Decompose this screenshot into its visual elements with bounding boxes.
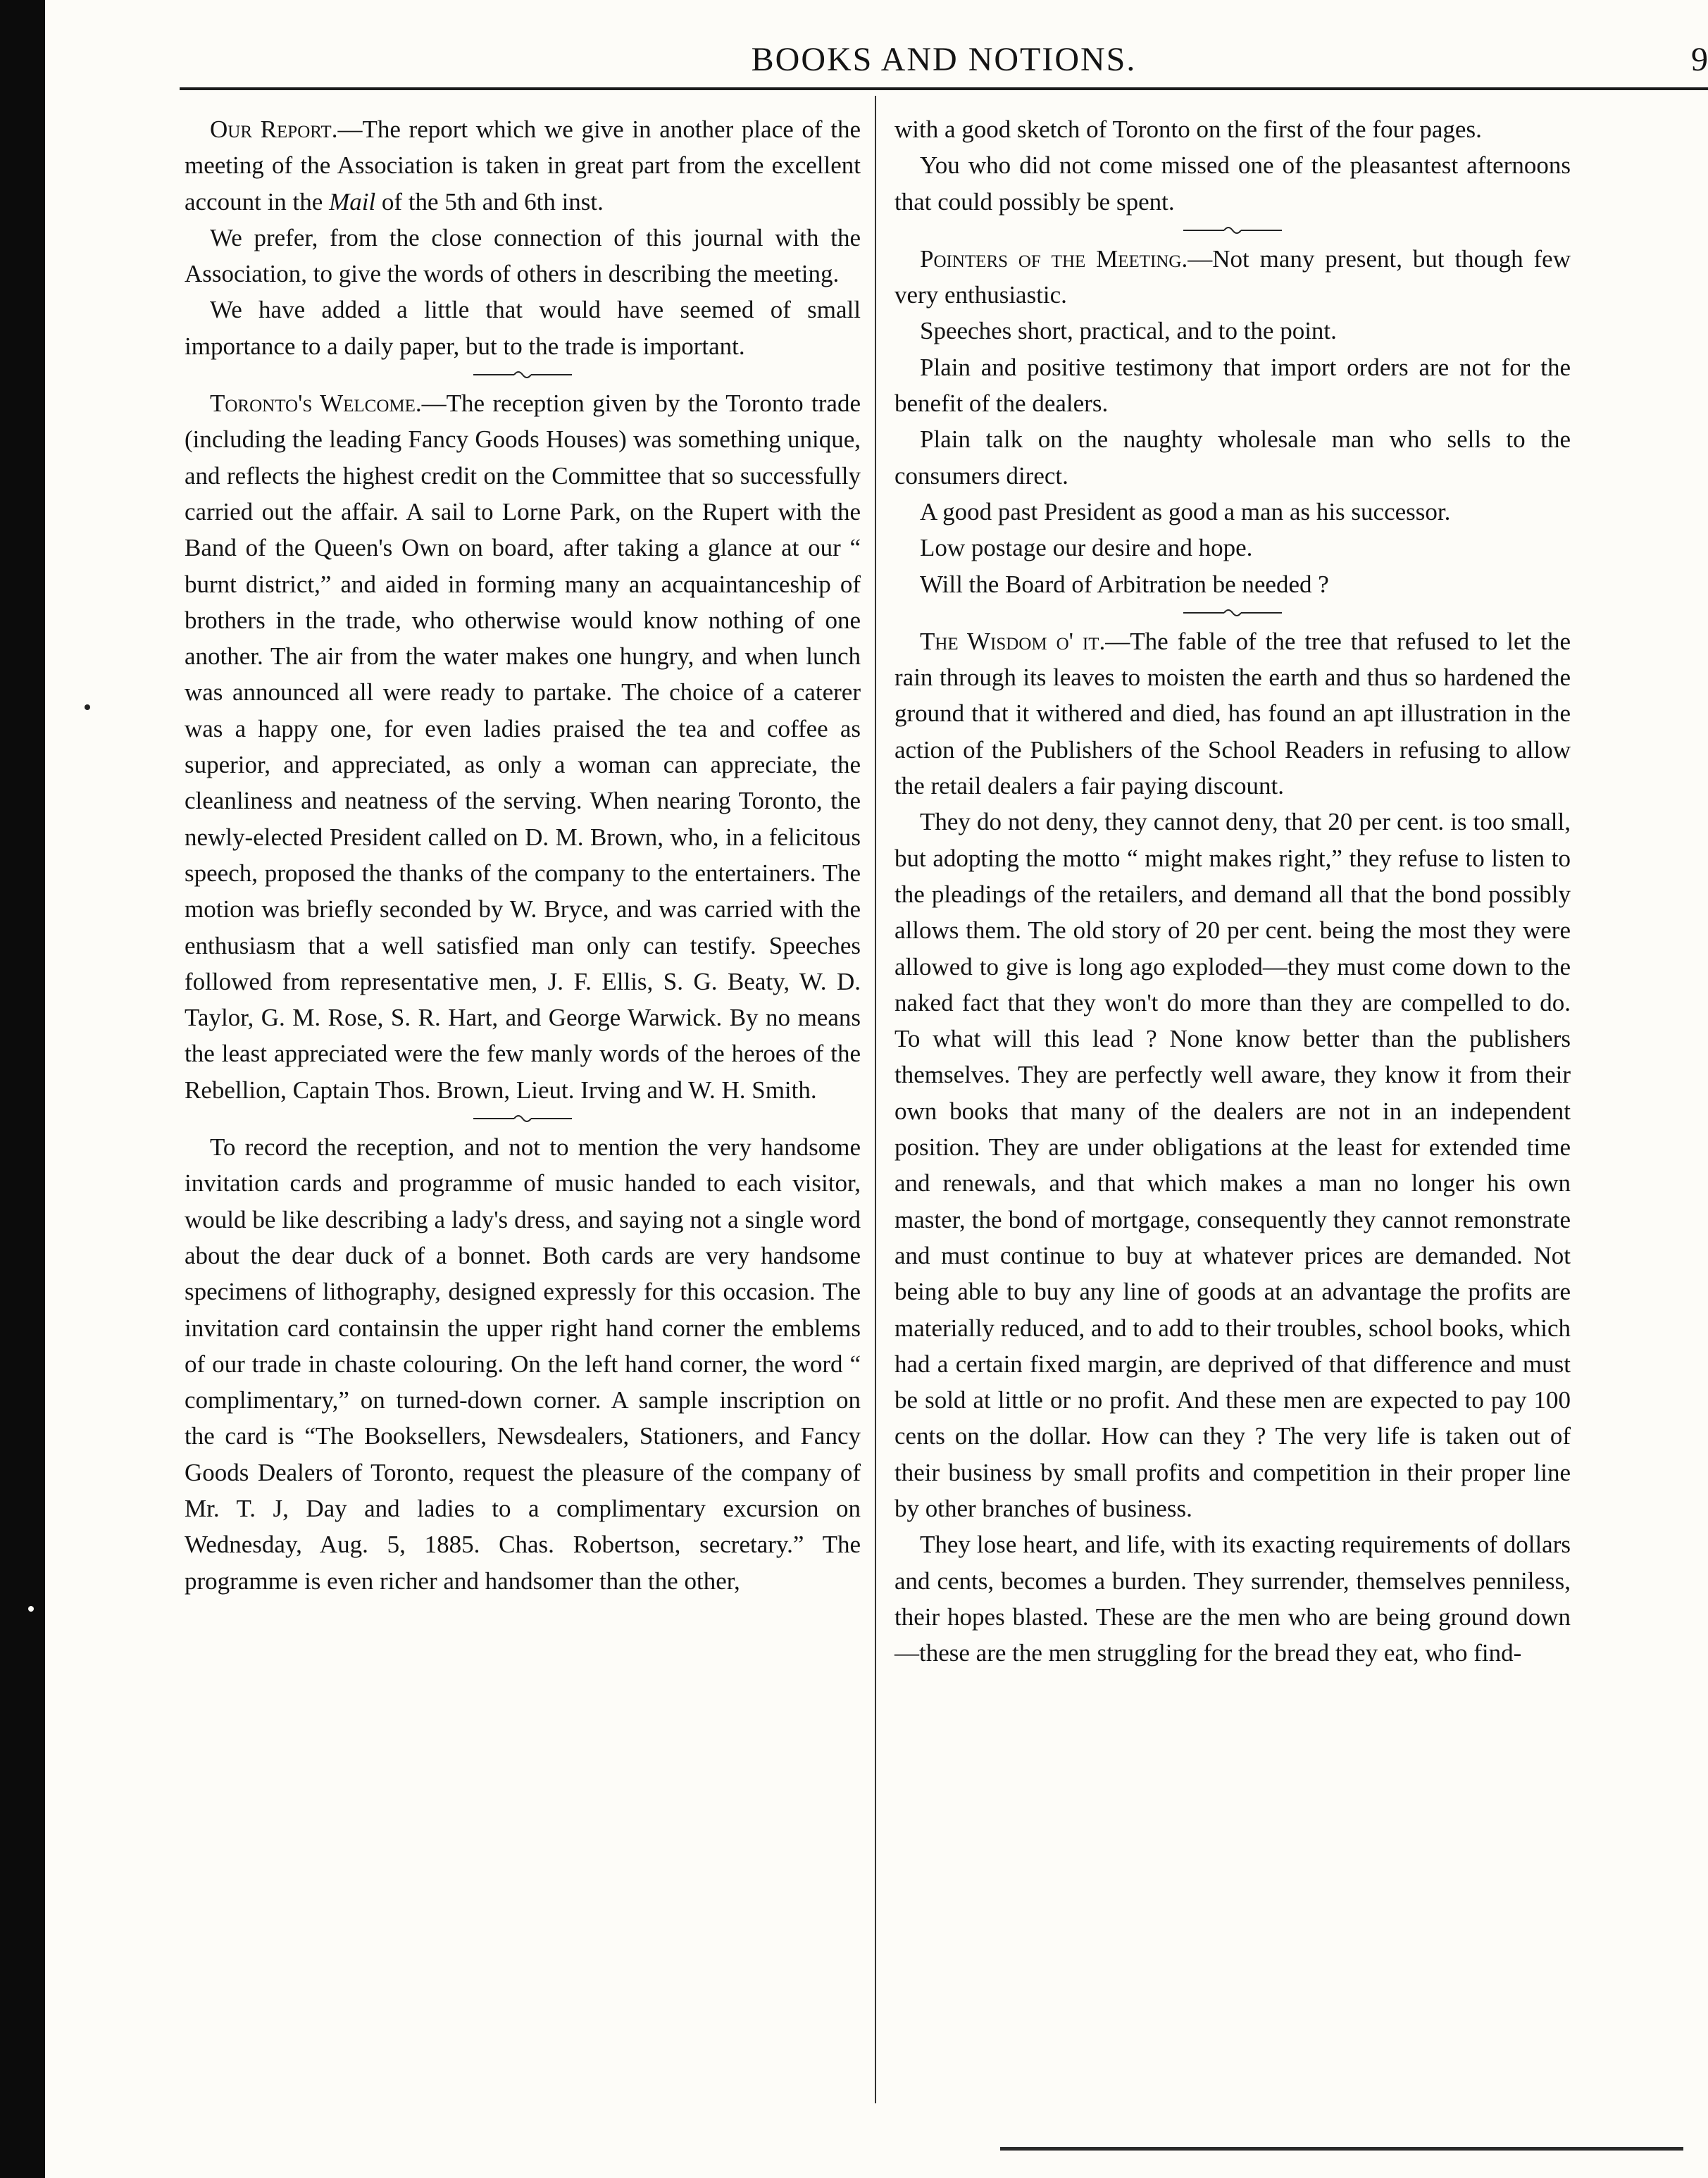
pointer-item: Will the Board of Arbitration be needed ? bbox=[920, 570, 1329, 598]
section-heading: Toronto's Welcome. bbox=[210, 390, 422, 418]
right-column bbox=[894, 111, 1571, 1671]
pointer-item: Low postage our desire and hope. bbox=[920, 534, 1253, 562]
section-heading: Our Report. bbox=[210, 116, 338, 143]
section-separator-ornament bbox=[431, 1108, 614, 1129]
paragraph: We have added a little that would have seemed of small importance to a daily paper, but to the trade is important. bbox=[185, 296, 861, 360]
paragraph: You who did not come missed one of the pleasantest afternoons that could possibly be spent. bbox=[894, 151, 1571, 216]
continued-paragraph: with a good sketch of Toronto on the first of the four pages. bbox=[894, 116, 1482, 143]
paragraph: They do not deny, they cannot deny, that 20 per cent. is too small, but adopting the motto “ might makes right,” they refuse to listen to the pleadings of the retailers, and demand all that the bond possibly allows them. The old story of 20 per cent. being the most they were allowed to give is long ago exploded—they must come down to the naked fact that they won't do more than they are compelled to do. To what will this lead ? None know better than the publishers themselves. They are perfectly well aware, they know it from their own books that many of the dealers are not in an independent position. They are under obligations at the least for extended time and renewals, and that which makes a man no longer his own master, the bond of mortgage, consequently they cannot remonstrate and must continue to buy at whatever prices are demanded. Not being able to buy any line of goods at an advantage the profits are materially reduced, and to add to their troubles, school books, which had a certain fixed margin, are deprived of that difference and must be sold at little or no profit. And these men are expected to pay 100 cents on the dollar. How can they ? The very life is taken out of their business by small profits and competition in their proper line by other branches of business. bbox=[894, 808, 1571, 1522]
newspaper-name: Mail bbox=[329, 187, 376, 216]
pointer-item: A good past President as good a man as his successor. bbox=[920, 497, 1451, 525]
section-separator-ornament bbox=[1141, 220, 1324, 241]
page-number: 9 bbox=[1691, 41, 1708, 78]
header-rule bbox=[180, 87, 1708, 90]
section-heading: Pointers of the Meeting. bbox=[920, 244, 1188, 273]
left-column bbox=[185, 111, 861, 1599]
margin-speck bbox=[85, 704, 90, 710]
our-report-paragraph: Our Report.—The report which we give in another place of the meeting of the Association is taken in great part from the excellent account in the Mail of the 5th and 6th inst. bbox=[185, 116, 861, 216]
section-heading: The Wisdom o' it. bbox=[920, 627, 1106, 655]
wisdom-paragraph: The Wisdom o' it.—The fable of the tree that refused to let the rain through its leaves to moisten the earth and thus so hardened the ground that it withered and died, has found an apt illustration in the action of the Publishers of the School Readers in refusing to allow the retail dealers a fair paying discount. bbox=[894, 627, 1571, 800]
footer-rule bbox=[1000, 2147, 1683, 2151]
section-separator-ornament bbox=[431, 364, 614, 385]
paragraph: We prefer, from the close connection of this journal with the Association, to give the words of others in describing the meeting. bbox=[185, 223, 861, 288]
page-spine-shadow bbox=[0, 0, 45, 2178]
margin-speck bbox=[28, 1606, 34, 1612]
running-title: BOOKS AND NOTIONS. bbox=[751, 41, 1137, 78]
torontos-welcome-paragraph: Toronto's Welcome.—The reception given by the Toronto trade (including the leading Fancy Goods Houses) was something unique, and reflects the highest credit on the Committee that so successfully carried out the affair. A sail to Lorne Park, on the Rupert with the Band of the Queen's Own on board, after taking a glance at our “ burnt district,” and aided in forming many an acquaintanceship of brothers in the trade, who otherwise would know nothing of one another. The air from the water makes one hungry, and when lunch was announced all were ready to partake. The choice of a caterer was a happy one, for even ladies praised the tea and coffee as superior, and appreciated, as only a woman can appreciate, the cleanliness and neatness of the serving. When nearing Toronto, the newly-elected President called on D. M. Brown, who, in a felicitous speech, proposed the thanks of the company to the entertainers. The motion was briefly seconded by W. Bryce, and was carried with the enthusiasm that a well satisfied man only can testify. Speeches followed from representative men, J. F. Ellis, S. G. Beaty, W. D. Taylor, G. M. Rose, S. R. Hart, and George Warwick. By no means the least appreciated were the few manly words of the heroes of the Rebellion, Captain Thos. Brown, Lieut. Irving and W. H. Smith. bbox=[185, 390, 861, 1104]
pointer-item: Plain and positive testimony that import orders are not for the benefit of the dealers. bbox=[894, 353, 1571, 418]
pointer-item: Speeches short, practical, and to the point. bbox=[920, 317, 1337, 345]
pointers-paragraph: Pointers of the Meeting.—Not many present, but though few very enthusiastic. bbox=[894, 244, 1571, 309]
page-header bbox=[180, 35, 1708, 85]
reception-paragraph: To record the reception, and not to mention the very handsome invitation cards and programme of music handed to each visitor, would be like describing a lady's dress, and saying not a single word about the dear duck of a bonnet. Both cards are very handsome specimens of lithography, designed expressly for this occasion. The invitation card containsin the upper right hand corner the emblems of our trade in chaste colouring. On the left hand corner, the word “ complimentary,” on turned-down corner. A sample inscription on the card is “The Booksellers, Newsdealers, Stationers, and Fancy Goods Dealers of Toronto, request the pleasure of the company of Mr. T. J, Day and ladies to a complimentary excursion on Wednesday, Aug. 5, 1885. Chas. Robertson, secretary.” The programme is even richer and handsomer than the other, bbox=[185, 1133, 861, 1595]
column-divider bbox=[875, 96, 876, 2103]
pointer-item: Plain talk on the naughty wholesale man who sells to the consumers direct. bbox=[894, 425, 1571, 490]
section-separator-ornament bbox=[1141, 602, 1324, 623]
paragraph: They lose heart, and life, with its exacting requirements of dollars and cents, becomes a burden. They surrender, themselves penniless, their hopes blasted. These are the men who are being ground down—these are the men struggling for the bread they eat, who find- bbox=[894, 1531, 1571, 1667]
